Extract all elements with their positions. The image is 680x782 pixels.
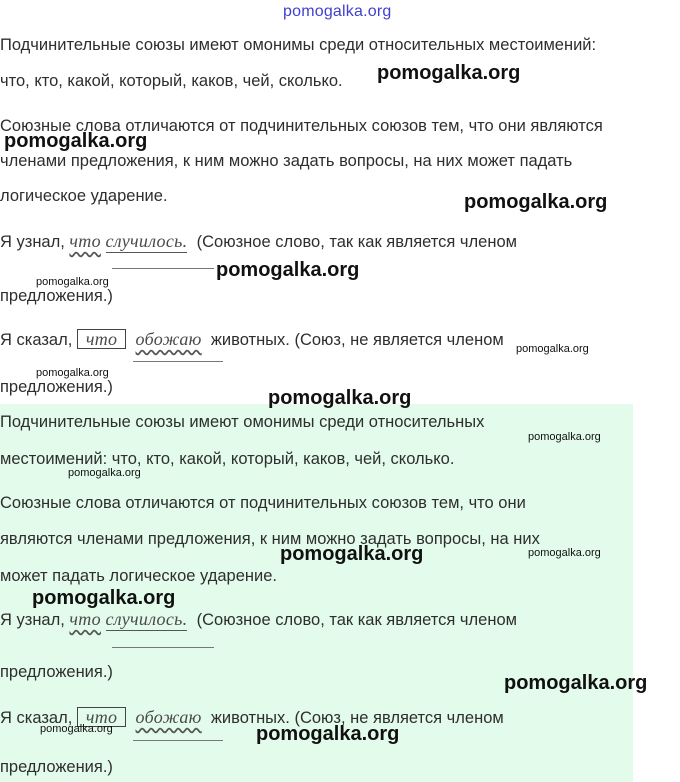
s2-example1-prefix: Я узнал, [0,611,65,629]
s1-example1-prefix: Я узнал, [0,233,65,251]
watermark: pomogalka.org [504,672,648,694]
watermark: pomogalka.org [528,431,601,443]
s1-example2-underline [133,361,223,362]
s1-paragraph1-line2: что, кто, какой, который, каков, чей, сколько. [0,72,343,90]
s2-paragraph1-line2: местоимений: что, кто, какой, который, каков, чей, сколько. [0,450,455,468]
s2-example1-word-chto: что [69,609,101,629]
watermark: pomogalka.org [40,723,113,735]
watermark: pomogalka.org [68,467,141,479]
s2-example2-note: животных. (Союз, не является членом [210,709,504,727]
s2-example2-word-obozhayu: обожаю [135,707,202,727]
s2-example1-underline [112,647,214,648]
watermark: pomogalka.org [464,191,608,213]
s1-example1-word-chto: что [69,231,101,251]
s2-example2-prefix: Я сказал, [0,709,73,727]
s1-example1-word-sluchilos: случилось. [105,231,188,251]
watermark: pomogalka.org [4,130,148,152]
watermark: pomogalka.org [216,259,360,281]
watermark: pomogalka.org [32,587,176,609]
s1-example1-note: (Союзное слово, так как является членом [196,233,517,251]
s2-example1-note-line2: предложения.) [0,663,113,681]
watermark: pomogalka.org [516,343,589,355]
watermark: pomogalka.org [377,62,521,84]
s1-example1 [0,231,517,252]
s2-paragraph2-line3: может падать логическое ударение. [0,567,277,585]
watermark: pomogalka.org [36,367,109,379]
watermark: pomogalka.org [268,387,412,409]
s2-example2-note-line2: предложения.) [0,758,113,776]
s1-example2-word-obozhayu: обожаю [135,329,202,349]
s2-paragraph2-line2: являются членами предложения, к ним можно задать вопросы, на них [0,530,540,548]
s2-example2-word-chto: что [77,707,127,727]
watermark: pomogalka.org [256,723,400,745]
s2-example1-note: (Союзное слово, так как является членом [196,611,517,629]
s1-paragraph2-line3: логическое ударение. [0,187,168,205]
header-watermark: pomogalka.org [283,3,392,20]
s1-paragraph2-line2: членами предложения, к ним можно задать вопросы, на них может падать [0,152,573,170]
s1-example1-note-line2: предложения.) [0,287,113,305]
s1-example1-underline [112,268,214,269]
watermark: pomogalka.org [36,276,109,288]
s1-paragraph2-line1: Союзные слова отличаются от подчинительных союзов тем, что они являются [0,117,603,135]
s2-example1 [0,609,517,630]
s1-example2-note-line2: предложения.) [0,378,113,396]
s2-example1-word-sluchilos: случилось. [105,609,188,629]
watermark: pomogalka.org [280,543,424,565]
watermark: pomogalka.org [528,547,601,559]
s2-paragraph1-line1: Подчинительные союзы имеют омонимы среди относительных [0,413,485,431]
s1-example2-prefix: Я сказал, [0,331,73,349]
s1-example2-note: животных. (Союз, не является членом [210,331,504,349]
s1-example2-word-chto: что [77,329,127,349]
s2-paragraph2-line1: Союзные слова отличаются от подчинительных союзов тем, что они [0,494,526,512]
s1-paragraph1-line1: Подчинительные союзы имеют омонимы среди относительных местоимений: [0,36,597,54]
s1-example2 [0,329,504,350]
s2-example2-underline [133,740,223,741]
